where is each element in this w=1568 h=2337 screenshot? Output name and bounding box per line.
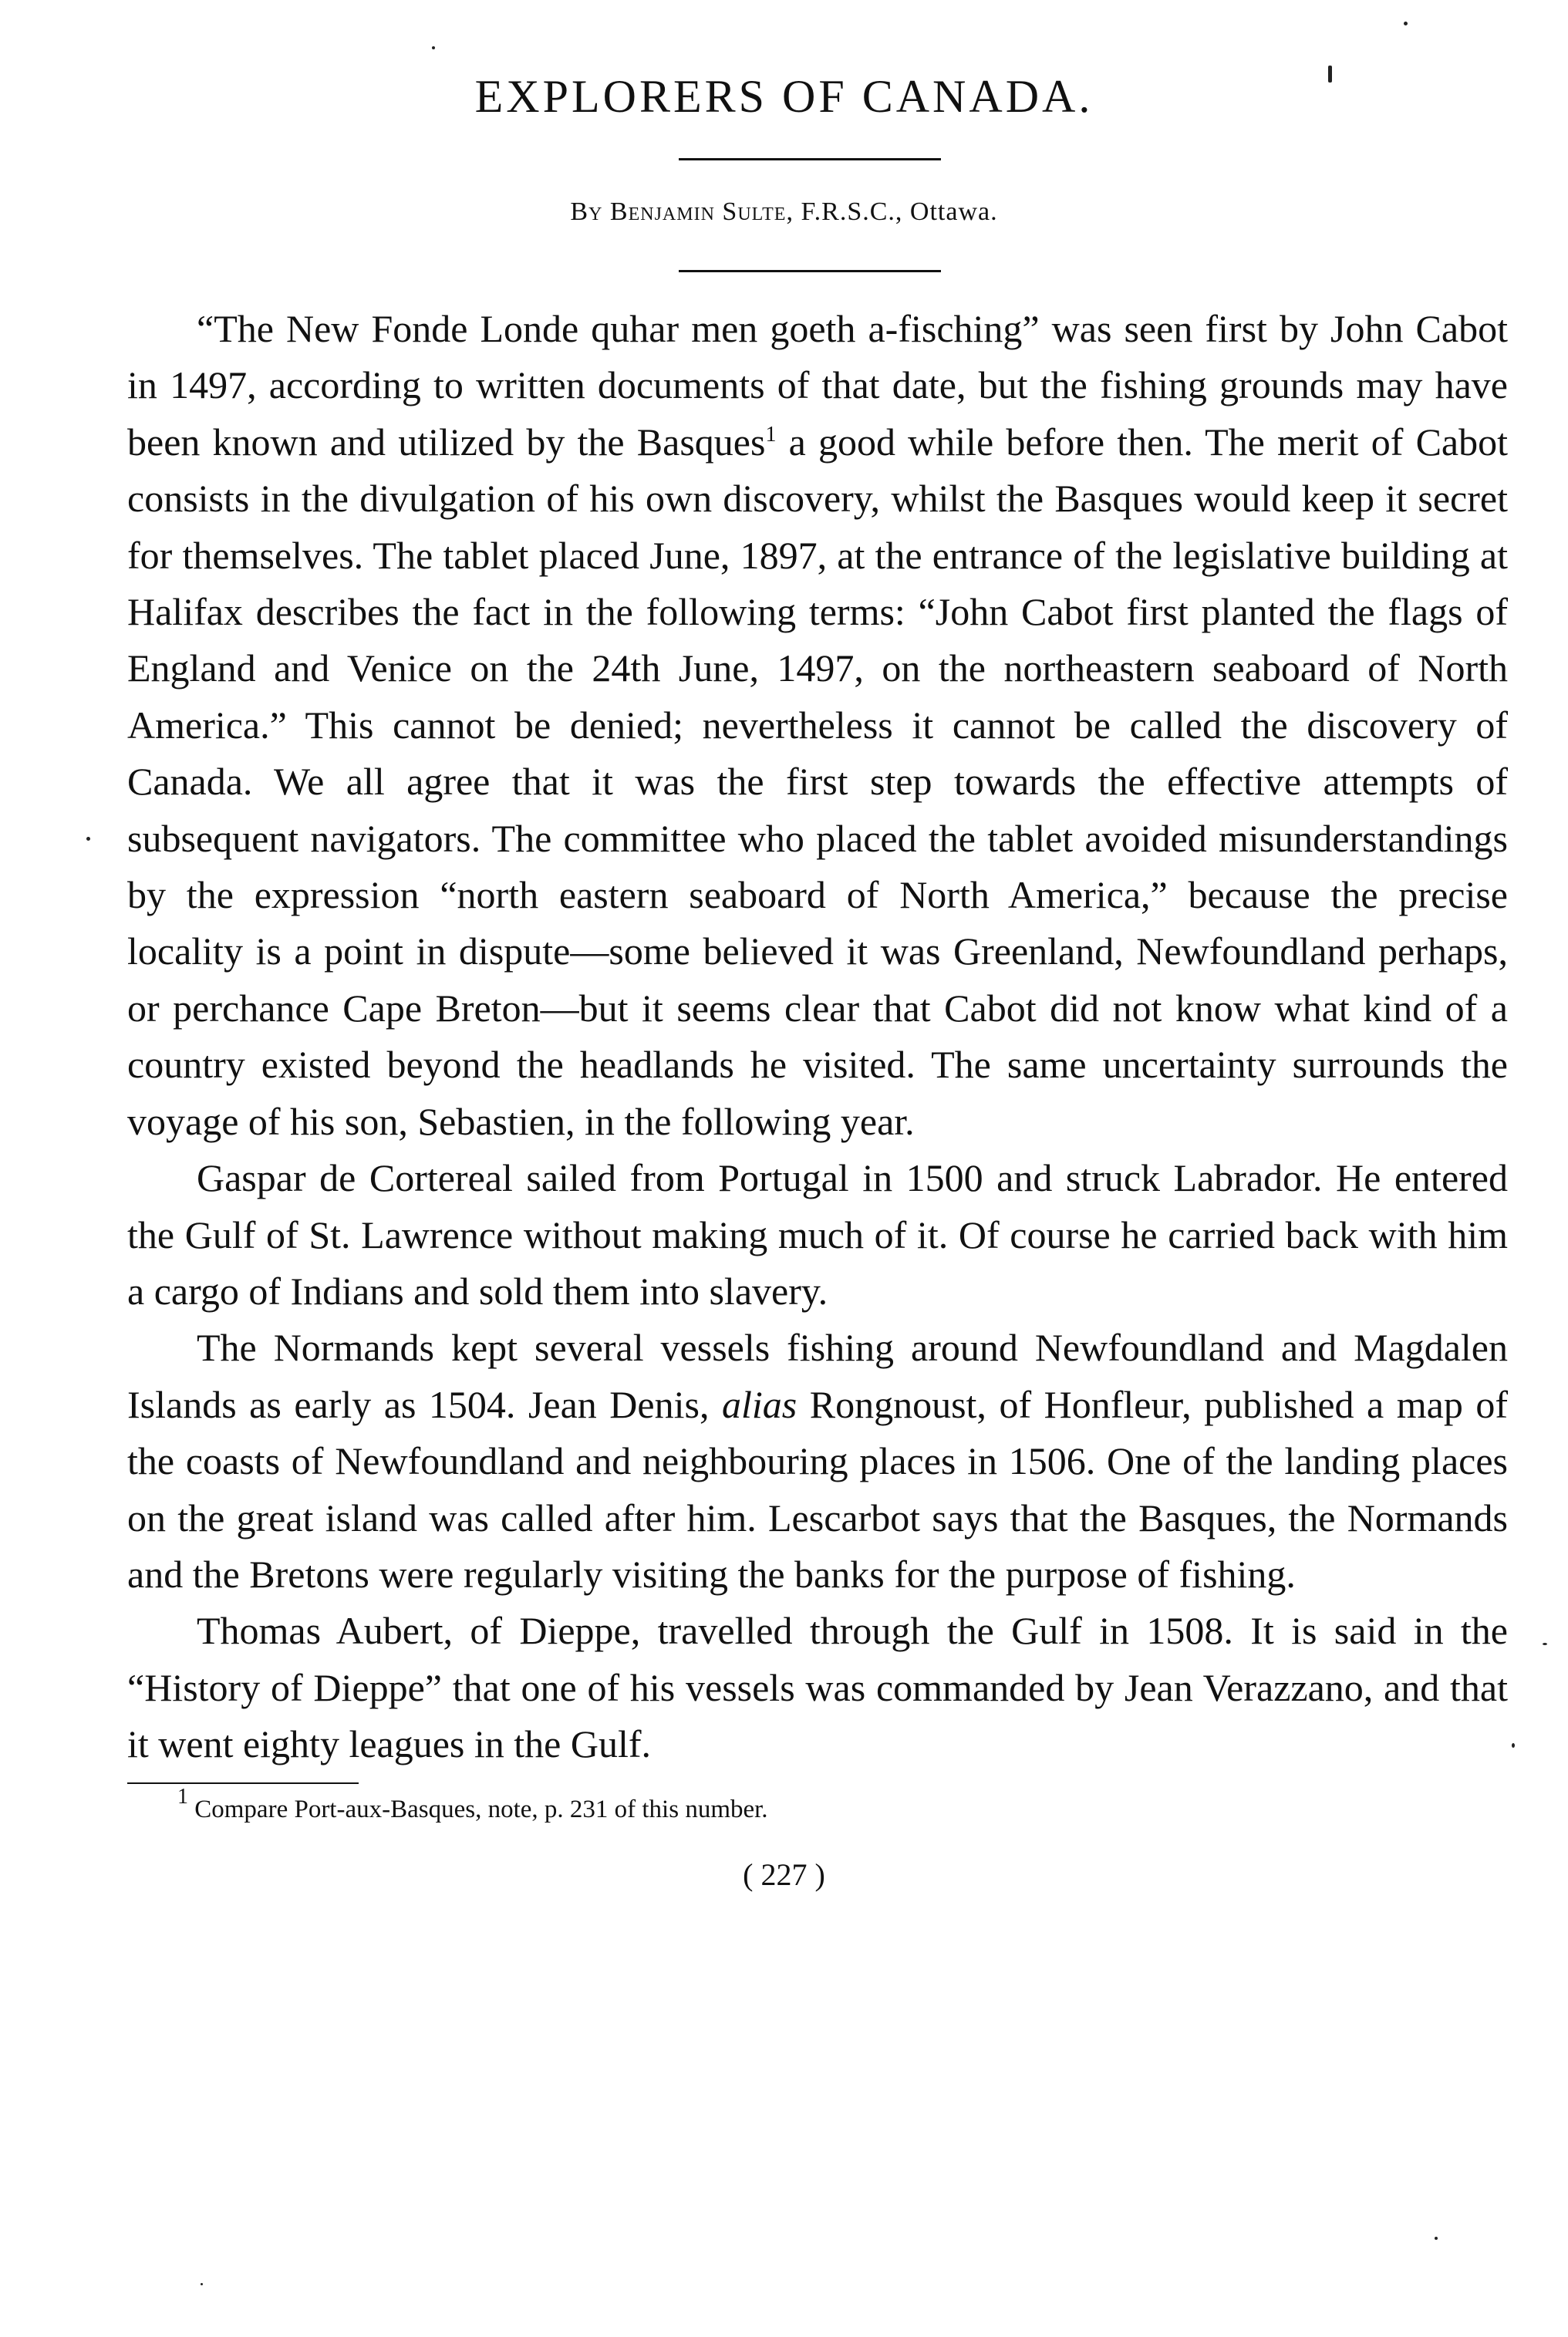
article-body [127,301,1508,1773]
byline-suffix: , F.R.S.C., Ottawa. [786,197,998,226]
paragraph-2: Gaspar de Cortereal sailed from Portugal in 1500 and struck Labrador. He entered the Gulf of St. Lawrence without making much of it. Of course he carried back with him a cargo of Indians and sold them into slavery. [127,1156,1508,1313]
title-rule [679,158,941,160]
paragraph-1 [127,301,1508,1150]
paragraph-4: Thomas Aubert, of Dieppe, travelled through the Gulf in 1508. It is said in the “History of Dieppe” that one of his vessels was commanded by Jean Verazzano, and that it went eighty leagues in the Gulf. [127,1609,1508,1766]
footnote-rule [127,1782,359,1784]
scan-speck [1328,66,1332,83]
scan-speck [1512,1743,1515,1748]
scan-speck [201,2283,203,2285]
scan-speck [86,837,90,841]
footnote-reference: 1 [765,422,777,447]
scan-speck [1404,22,1408,25]
scan-speck [432,46,435,49]
paragraph-1-text-continued: a good while before then. The merit of Cabot consists in the divulgation of his own discovery, whilst the Basques would keep it secret for themselves. The tablet placed June, 1897, at the entrance of the legislative building at Halifax describes the fact in the following terms: “John Cabot first planted the flags of England and Venice on the 24th June, 1497, on the northeastern seaboard of North America.” This cannot be denied; nevertheless it cannot be called the discovery of Canada. We all agree that it was the first step towards the effective attempts of subsequent navigators. The committee who placed the tablet avoided misunderstandings by the expression “north eastern seaboard of North America,” because the precise locality is a point in dispute—some believed it was Greenland, Newfoundland perhaps, or perchance Cape Breton—but it seems clear that Cabot did not know what kind of a country existed beyond the headlands he visited. The same uncertainty surrounds the voyage of his son, Sebastien, in the following year. [127,420,1509,1143]
footnote [177,1785,768,1829]
footnote-text: Compare Port-aux-Basques, note, p. 231 of this number. [188,1796,768,1823]
byline [0,193,1568,231]
scan-speck [1435,2237,1438,2240]
paragraph-3 [127,1320,1508,1603]
footnote-marker: 1 [177,1785,188,1809]
scan-speck [1543,1643,1547,1645]
paragraph-3-italic: alias [721,1382,797,1426]
page-title: EXPLORERS OF CANADA. [474,71,1094,122]
paragraph-3-text-continued: Rongnoust, of Honfleur, published a map of the coasts of Newfoundland and neighbouring places in 1506. One of the landing places on the great island was called after him. Lescarbot says that the Basques, the Normands and the Bretons were regularly visiting the banks for the purpose of fishing. [127,1382,1509,1596]
paragraph-1-text: “The New Fonde Londe quhar men goeth a-fisching” was seen first by John Cabot in 1497, according to written documents of that date, but the fishing grounds may have been known and utilized by the Basques [127,307,1508,464]
byline-prefix: By [570,197,603,226]
paragraph-3-text: The Normands kept several vessels fishing around Newfoundland and Magdalen Islands as early as 1504. Jean Denis, [127,1326,1508,1426]
page-number: ( 227 ) [743,1857,825,1892]
byline-rule [679,270,941,272]
byline-author: Benjamin Sulte [609,197,787,226]
